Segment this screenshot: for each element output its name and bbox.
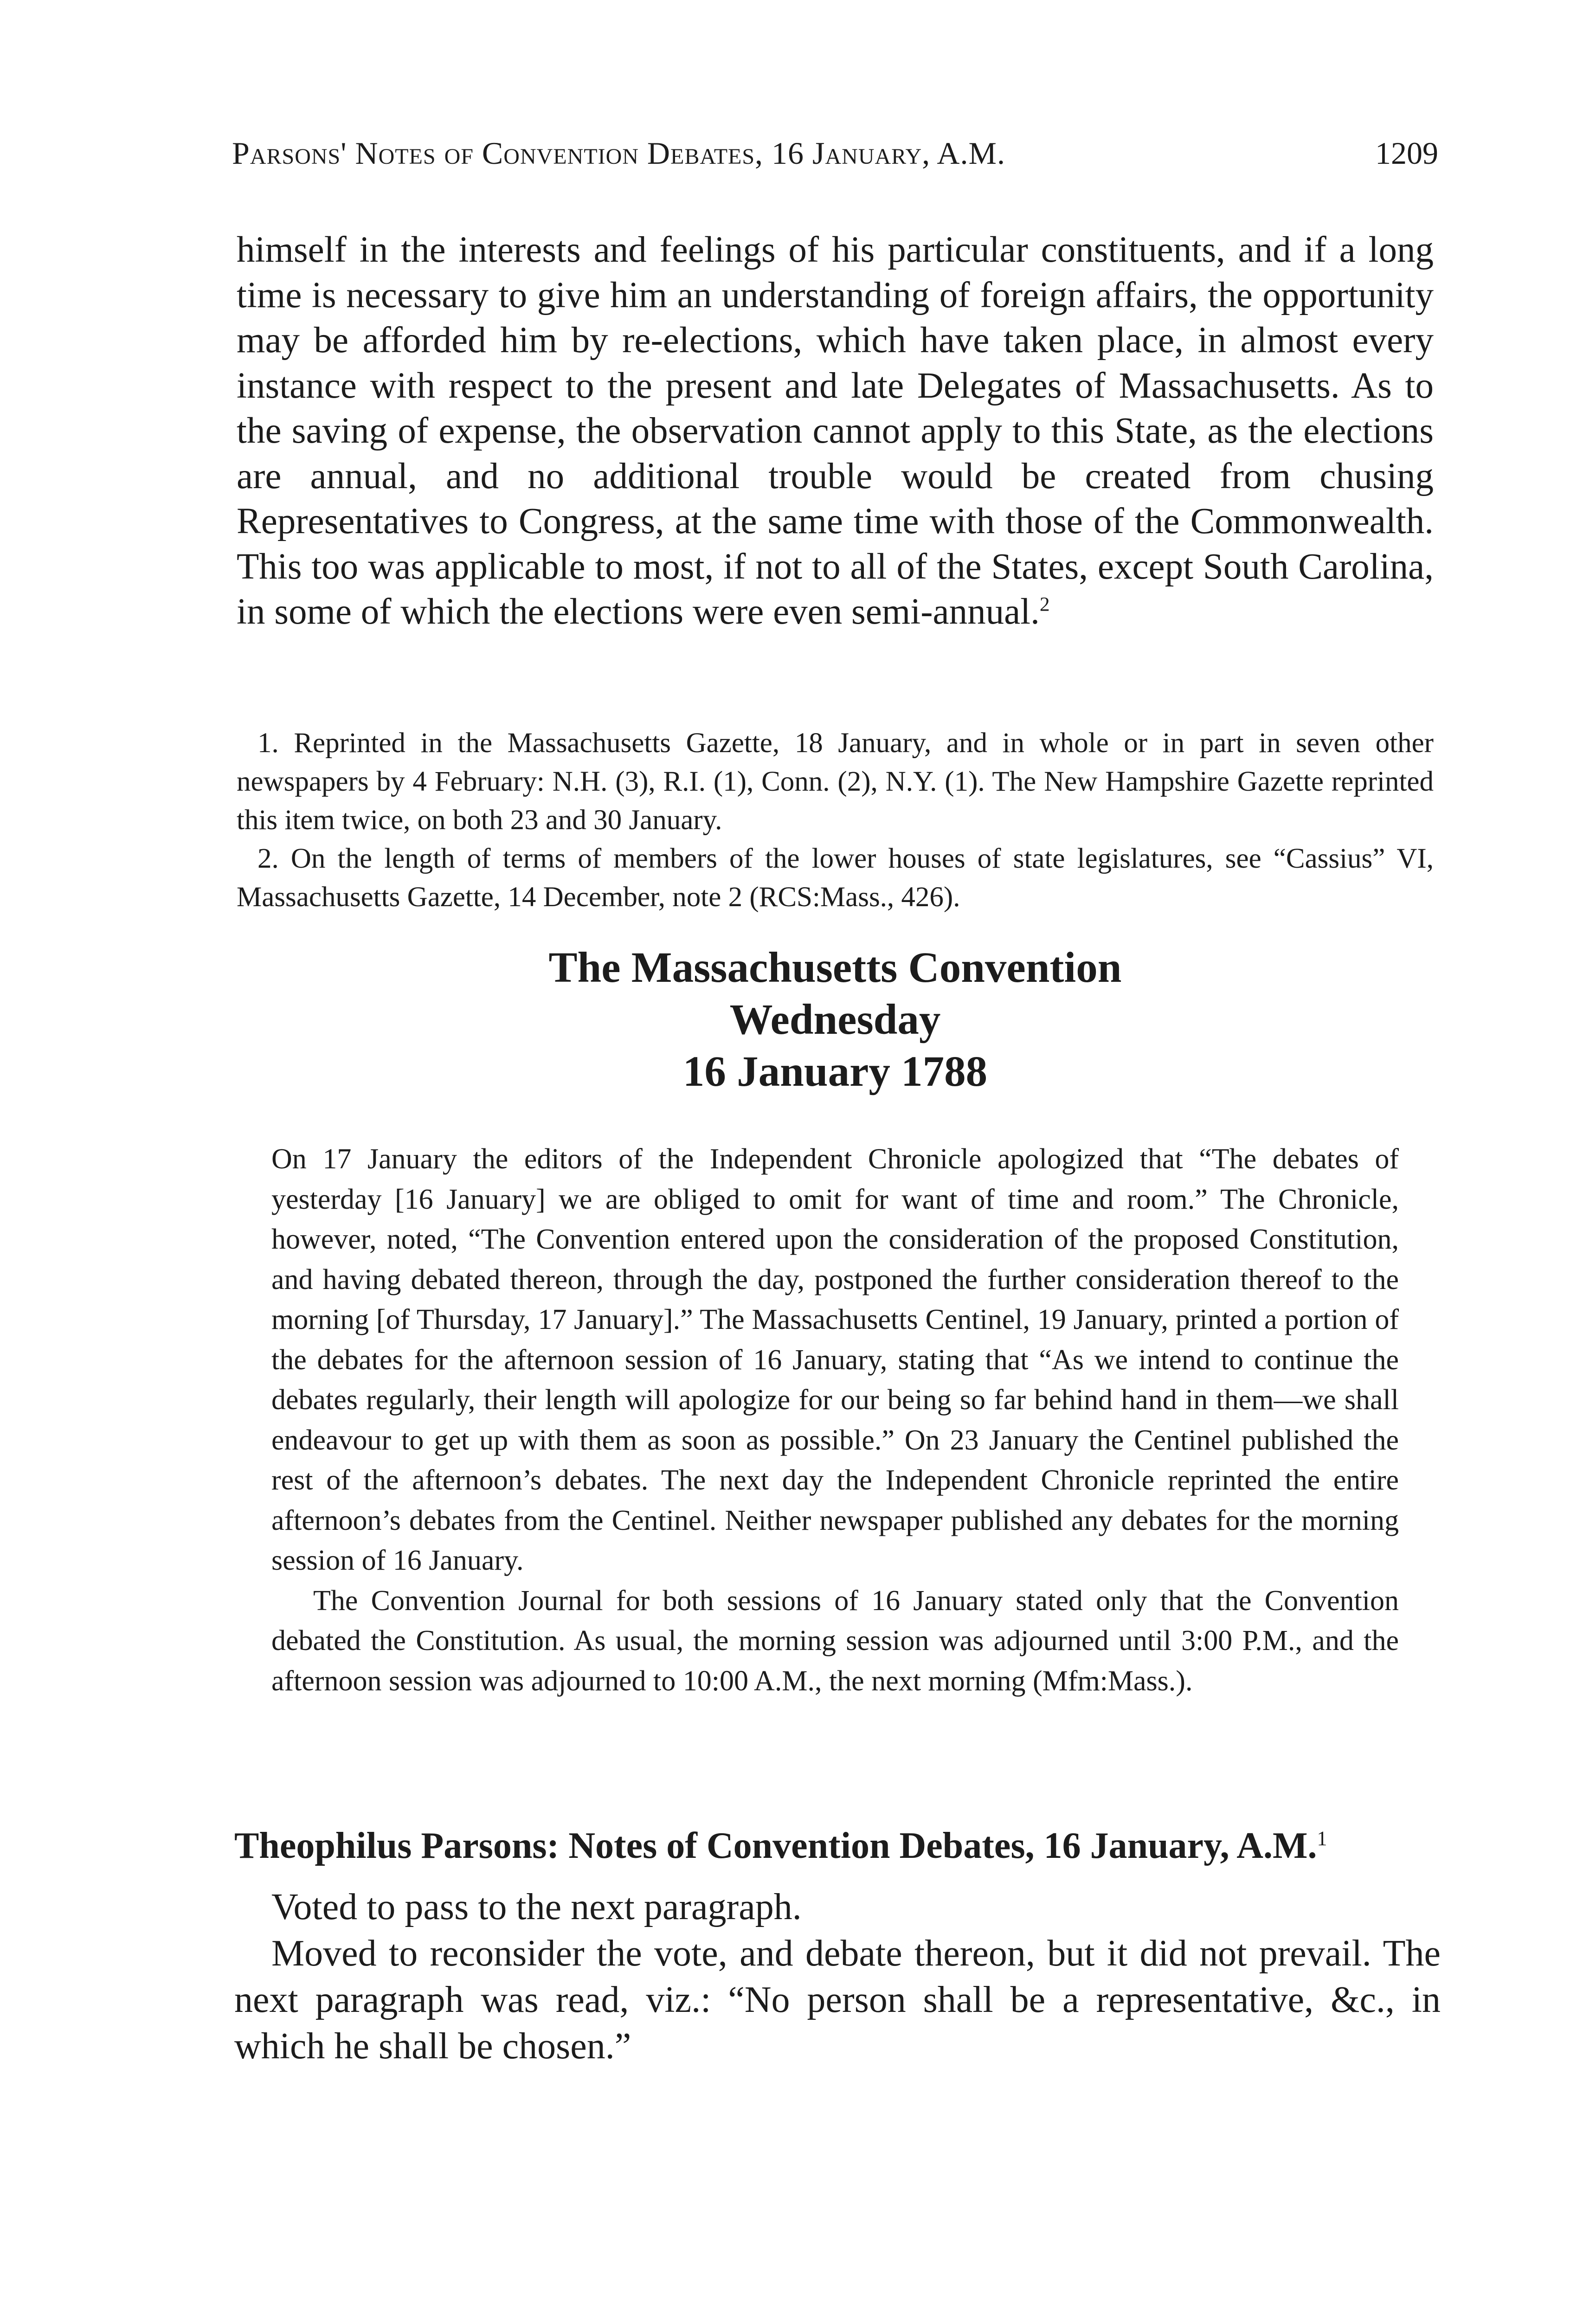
running-head-title: Parsons' Notes of Convention Debates, 16 January, A.M. <box>232 135 1005 171</box>
footnote-1 <box>237 724 1434 839</box>
document-body <box>234 1884 1441 2069</box>
footnote-text: On the length of terms of members of the lower houses of state legislatures, see “Cassius” VI, Massachusetts Gazette, 14 December, note 2 (RCS:Mass., 426). <box>237 843 1434 913</box>
footnotes <box>237 724 1434 916</box>
document-paragraph: Voted to pass to the next paragraph. <box>271 1887 802 1927</box>
footnote-ref-2: 2 <box>1039 593 1050 616</box>
section-heading-line: 16 January 1788 <box>682 1048 988 1096</box>
footnote-ref-1: 1 <box>1317 1827 1327 1850</box>
continued-paragraph-text: himself in the interests and feelings of his particular constituents, and if a long time is necessary to give him an understanding of foreign affairs, the opportunity may be afforded him by re-elections, which have taken place, in almost every instance with respect to the present and late Delegates of Massachusetts. As to the saving of expense, the observation cannot apply to this State, as the elections are annual, and no additional trouble would be created from chusing Representatives to Congress, at the same time with those of the Commonwealth. This too was applicable to most, if not to all of the States, except South Carolina, in some of which the elections were even semi-annual. <box>237 230 1434 632</box>
continued-paragraph <box>237 227 1434 635</box>
page-number: 1209 <box>1375 135 1438 171</box>
editorial-paragraph: On 17 January the editors of the Independent Chronicle apologized that “The debates of yesterday [16 January] we are obliged to omit for want of time and room.” The Chronicle, however, noted, “The Convention entered upon the consideration of the proposed Constitution, and having debated thereon, through the day, postponed the further consideration thereof to the morning [of Thursday, 17 January].” The Massachusetts Centinel, 19 January, printed a portion of the debates for the afternoon session of 16 January, stating that “As we intend to continue the debates regularly, their length will apologize for our being so far behind hand in them—we shall endeavour to get up with them as soon as possible.” On 23 January the Centinel published the rest of the afternoon’s debates. The next day the Independent Chronicle reprinted the entire afternoon’s debates from the Centinel. Neither newspaper published any debates for the morning session of 16 January. <box>271 1143 1399 1576</box>
section-heading-line: Wednesday <box>729 996 941 1044</box>
document-paragraph: Moved to reconsider the vote, and debate thereon, but it did not prevail. The next paragraph was read, viz.: “No person shall be a representative, &c., in which he shall be chosen.” <box>234 1933 1441 2067</box>
footnote-number: 1. <box>257 728 279 759</box>
document-heading-title: Theophilus Parsons: Notes of Convention Debates, 16 January, A.M. <box>234 1825 1317 1866</box>
editorial-note <box>271 1139 1399 1701</box>
section-heading-line: The Massachusetts Convention <box>548 944 1122 992</box>
section-heading <box>237 942 1434 1098</box>
footnote-number: 2. <box>257 843 279 874</box>
footnote-text: Reprinted in the Massachusetts Gazette, 18 January, and in whole or in part in seven other newspapers by 4 February: N.H. (3), R.I. (1), Conn. (2), N.Y. (1). The New Hampshire Gazette reprinted this item twice, on both 23 and 30 January. <box>237 728 1434 836</box>
footnote-2 <box>237 839 1434 916</box>
document-heading <box>234 1824 1450 1868</box>
running-head <box>232 135 1438 172</box>
editorial-paragraph: The Convention Journal for both sessions of 16 January stated only that the Convention debated the Constitution. As usual, the morning session was adjourned until 3:00 P.M., and the afternoon session was adjourned to 10:00 A.M., the next morning (Mfm:Mass.). <box>271 1585 1399 1697</box>
